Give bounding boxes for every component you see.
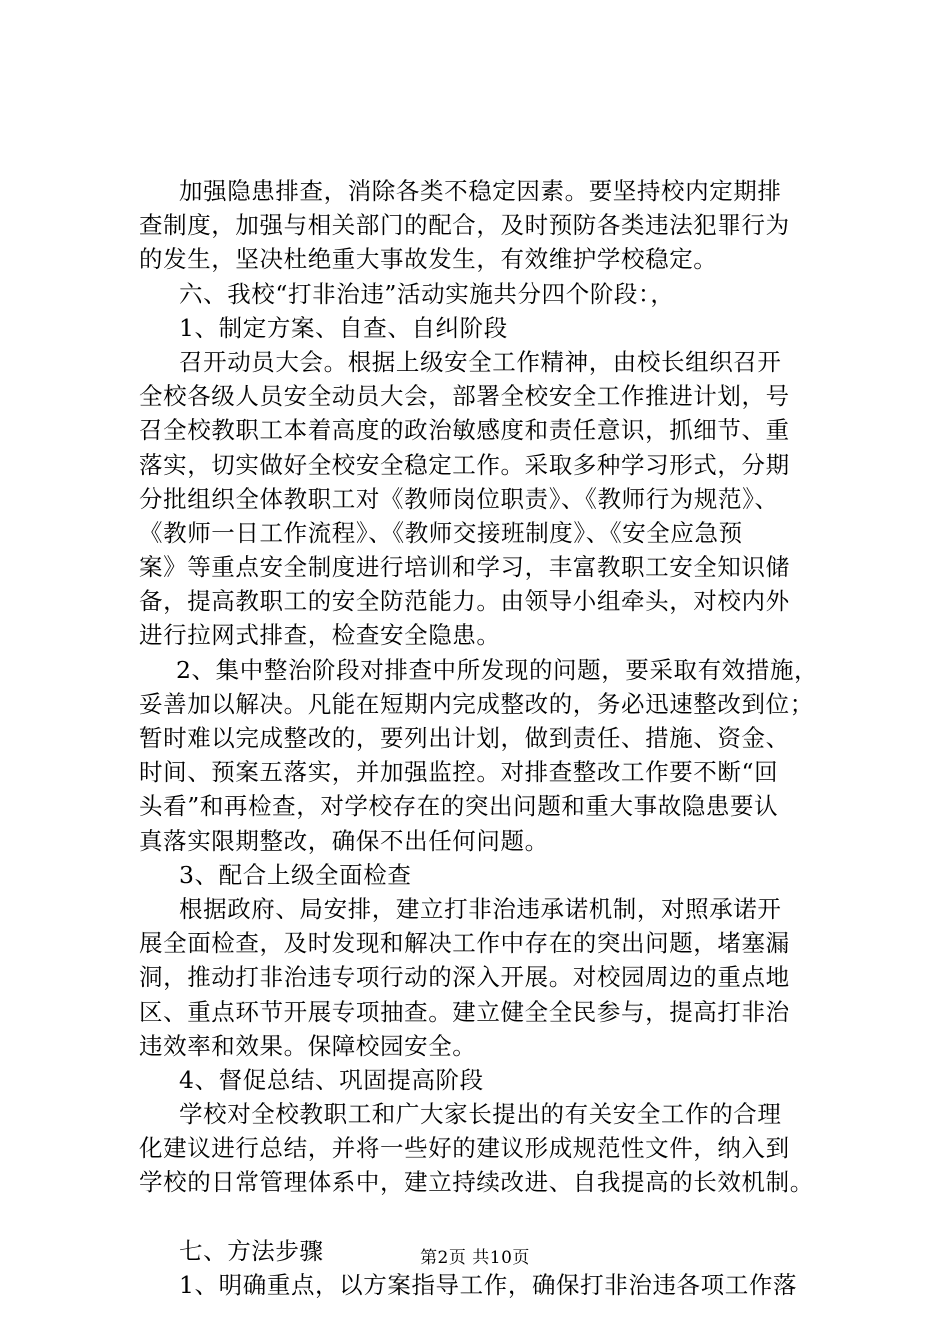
paragraph-line: 加强隐患排查，消除各类不稳定因素。要坚持校内定期排 <box>179 177 782 205</box>
paragraph-line: 暂时难以完成整改的，要列出计划，做到责任、措施、资金、 <box>139 724 790 752</box>
paragraph-line: 根据政府、局安排，建立打非治违承诺机制，对照承诺开 <box>179 894 782 923</box>
section-heading: 七、方法步骤 <box>179 1236 324 1265</box>
paragraph-line: 备，提高教职工的安全防范能力。由领导小组牵头，对校内外 <box>139 587 790 616</box>
subsection-heading: 2、集中整治阶段对排查中所发现的问题，要采取有效措施， <box>176 655 819 684</box>
section-heading: 六、我校“打非治违”活动实施共分四个阶段：， <box>179 279 675 308</box>
paragraph-line: 落实，切实做好全校安全稳定工作。采取多种学习形式，分期 <box>139 450 790 479</box>
subsection-heading: 4、督促总结、巩固提高阶段 <box>179 1065 484 1094</box>
paragraph-line: 化建议进行总结，并将一些好的建议形成规范性文件，纳入到 <box>139 1134 790 1163</box>
paragraph-line: 的发生，坚决杜绝重大事故发生，有效维护学校稳定。 <box>139 245 718 274</box>
paragraph-line: 展全面检查，及时发现和解决工作中存在的突出问题，堵塞漏 <box>139 929 790 958</box>
paragraph-line: 违效率和效果。保障校园安全。 <box>139 1031 477 1060</box>
paragraph-line: 1、明确重点，以方案指导工作，确保打非治违各项工作落 <box>179 1270 798 1299</box>
subsection-heading: 3、配合上级全面检查 <box>179 860 412 889</box>
paragraph-line: 真落实限期整改，确保不出任何问题。 <box>139 826 549 855</box>
paragraph-line: 全校各级人员安全动员大会，部署全校安全工作推进计划，号 <box>139 382 790 411</box>
paragraph-line: 召全校教职工本着高度的政治敏感度和责任意识，抓细节、重 <box>139 416 790 445</box>
paragraph-line: 《教师一日工作流程》、《教师交接班制度》、《安全应急预 <box>139 518 743 547</box>
paragraph-line: 学校对全校教职工和广大家长提出的有关安全工作的合理 <box>179 1100 782 1129</box>
paragraph-line: 学校的日常管理体系中，建立持续改进、自我提高的长效机制。 <box>139 1168 814 1197</box>
document-body <box>139 174 829 1302</box>
paragraph-line: 案》等重点安全制度进行培训和学习，丰富教职工安全知识储 <box>139 553 790 582</box>
paragraph-line: 区、重点环节开展专项抽查。建立健全全民参与，提高打非治 <box>139 997 790 1026</box>
blank-line <box>139 1200 829 1234</box>
paragraph-line: 进行拉网式排查，检查安全隐患。 <box>139 621 501 650</box>
subsection-heading: 1、制定方案、自查、自纠阶段 <box>179 313 508 342</box>
paragraph-line: 洞，推动打非治违专项行动的深入开展。对校园周边的重点地 <box>139 963 790 992</box>
paragraph-line: 时间、预案五落实，并加强监控。对排查整改工作要不断“回 <box>139 758 779 787</box>
paragraph-line: 召开动员大会。根据上级安全工作精神，由校长组织召开 <box>179 347 782 376</box>
page-number-footer: 第2页 共10页 <box>420 1248 530 1268</box>
paragraph-line: 妥善加以解决。凡能在短期内完成整改的，务必迅速整改到位； <box>139 689 814 718</box>
paragraph-line: 分批组织全体教职工对《教师岗位职责》、《教师行为规范》、 <box>139 484 779 513</box>
paragraph-line: 头看”和再检查，对学校存在的突出问题和重大事故隐患要认 <box>139 792 779 821</box>
paragraph-line: 查制度，加强与相关部门的配合，及时预防各类违法犯罪行为 <box>139 211 790 240</box>
